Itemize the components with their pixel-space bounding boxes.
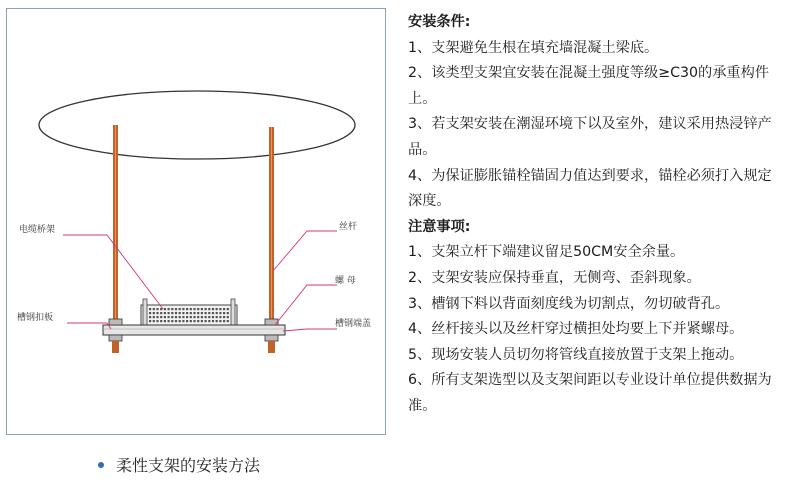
perforation-hole [186, 308, 188, 310]
note-item: 6、所有支架选型以及支架间距以专业设计单位提供数据为准。 [408, 372, 772, 414]
installation-notes [408, 10, 782, 420]
perforation-hole [168, 308, 170, 310]
perforation-hole [197, 308, 199, 310]
perforation-hole [227, 308, 229, 310]
label-channel-clamp: 槽钢扣板 [17, 313, 54, 323]
perforation-hole [175, 316, 177, 318]
perforation-hole [212, 316, 214, 318]
ceiling-slab-outline [39, 91, 355, 159]
perforation-hole [179, 312, 181, 314]
diagram-frame [6, 8, 386, 435]
perforation-hole [175, 320, 177, 322]
perforation-hole [190, 308, 192, 310]
perforation-hole [201, 308, 203, 310]
notes-heading: 注意事项: [408, 218, 471, 235]
perforation-hole [193, 308, 195, 310]
perforation-hole [182, 316, 184, 318]
perforation-hole [179, 320, 181, 322]
note-item: 4、丝杆接头以及丝杆穿过横担处均要上下并紧螺母。 [408, 321, 744, 338]
perforation-hole [171, 316, 173, 318]
perforation-hole [168, 320, 170, 322]
perforation-hole [149, 316, 151, 318]
perforation-hole [223, 320, 225, 322]
perforation-hole [212, 320, 214, 322]
perforation-hole [160, 316, 162, 318]
label-threaded-rod: 丝杆 [339, 222, 358, 232]
perforation-hole [171, 320, 173, 322]
threaded-rod-left [113, 125, 118, 340]
perforation-hole [201, 312, 203, 314]
perforation-hole [160, 320, 162, 322]
perforation-hole [164, 316, 166, 318]
perforation-hole [156, 316, 158, 318]
caption-text: 柔性支架的安装方法 [116, 456, 261, 475]
perforation-hole [208, 312, 210, 314]
perforation-hole [201, 316, 203, 318]
label-cable-tray: 电缆桥架 [19, 225, 56, 235]
support-diagram [7, 9, 387, 436]
perforation-hole [219, 316, 221, 318]
cable-tray [141, 299, 237, 325]
perforation-hole [179, 316, 181, 318]
label-channel-end-cap: 槽钢端盖 [335, 319, 372, 329]
perforation-hole [190, 320, 192, 322]
perforation-hole [168, 316, 170, 318]
nut-top-left [109, 319, 122, 325]
perforation-hole [175, 312, 177, 314]
perforation-hole [193, 320, 195, 322]
perforation-hole [179, 308, 181, 310]
perforation-hole [182, 308, 184, 310]
perforation-hole [156, 308, 158, 310]
perforation-hole [208, 308, 210, 310]
perforation-hole [186, 320, 188, 322]
nut-bottom-left [109, 335, 122, 341]
perforation-hole [164, 308, 166, 310]
perforation-hole [216, 312, 218, 314]
perforation-hole [175, 308, 177, 310]
perforation-hole [216, 320, 218, 322]
perforation-hole [197, 316, 199, 318]
perforation-hole [153, 316, 155, 318]
note-item: 3、槽钢下料以背面刻度线为切割点，勿切破背孔。 [408, 295, 730, 312]
note-item: 2、支架安装应保持垂直，无侧弯、歪斜现象。 [408, 269, 701, 286]
threaded-rod-right [269, 127, 274, 340]
bullet-icon [98, 462, 104, 468]
perforation-hole [182, 312, 184, 314]
condition-item: 2、该类型支架宜安装在混凝土强度等级≥C30的承重构件上。 [408, 65, 770, 107]
perforation-hole [223, 312, 225, 314]
perforation-hole [190, 312, 192, 314]
perforation-hole [156, 312, 158, 314]
perforation-hole [164, 312, 166, 314]
perforation-hole [227, 320, 229, 322]
perforation-hole [205, 320, 207, 322]
perforation-hole [149, 312, 151, 314]
perforation-hole [190, 316, 192, 318]
perforation-hole [219, 312, 221, 314]
perforation-hole [216, 316, 218, 318]
perforation-hole [212, 312, 214, 314]
note-item: 1、支架立杆下端建议留足50CM安全余量。 [408, 244, 685, 261]
perforation-hole [186, 312, 188, 314]
perforation-hole [219, 308, 221, 310]
perforation-hole [197, 320, 199, 322]
perforation-hole [197, 312, 199, 314]
perforation-hole [149, 320, 151, 322]
perforation-hole [205, 316, 207, 318]
perforation-hole [219, 320, 221, 322]
rod-end-left [112, 341, 119, 353]
perforation-hole [212, 308, 214, 310]
rod-end-right [268, 341, 275, 353]
nut-bottom-right [265, 335, 278, 341]
perforation-hole [186, 316, 188, 318]
perforation-hole [205, 312, 207, 314]
perforation-hole [208, 320, 210, 322]
perforation-hole [205, 308, 207, 310]
perforation-hole [227, 312, 229, 314]
perforation-hole [149, 308, 151, 310]
perforation-hole [223, 308, 225, 310]
condition-item: 3、若支架安装在潮湿环境下以及室外，建议采用热浸锌产品。 [408, 116, 772, 158]
note-item: 5、现场安装人员切勿将管线直接放置于支架上拖动。 [408, 346, 744, 363]
channel-crossbar [103, 325, 285, 335]
perforation-hole [160, 312, 162, 314]
label-nut: 螺 母 [335, 276, 356, 286]
perforation-hole [153, 320, 155, 322]
perforation-hole [216, 308, 218, 310]
perforation-hole [193, 316, 195, 318]
perforation-hole [193, 312, 195, 314]
condition-item: 4、为保证膨胀锚栓锚固力值达到要求，锚栓必须打入规定深度。 [408, 167, 772, 210]
perforation-hole [153, 312, 155, 314]
perforation-hole [153, 308, 155, 310]
perforation-hole [223, 316, 225, 318]
perforation-hole [208, 316, 210, 318]
perforation-hole [171, 312, 173, 314]
figure-caption [98, 453, 260, 476]
perforation-hole [227, 316, 229, 318]
condition-item: 1、支架避免生根在填充墙混凝土梁底。 [408, 39, 659, 56]
perforation-hole [164, 320, 166, 322]
conditions-heading: 安装条件: [408, 14, 471, 30]
perforation-hole [171, 308, 173, 310]
perforation-hole [156, 320, 158, 322]
perforation-hole [168, 312, 170, 314]
perforation-hole [182, 320, 184, 322]
perforation-hole [201, 320, 203, 322]
